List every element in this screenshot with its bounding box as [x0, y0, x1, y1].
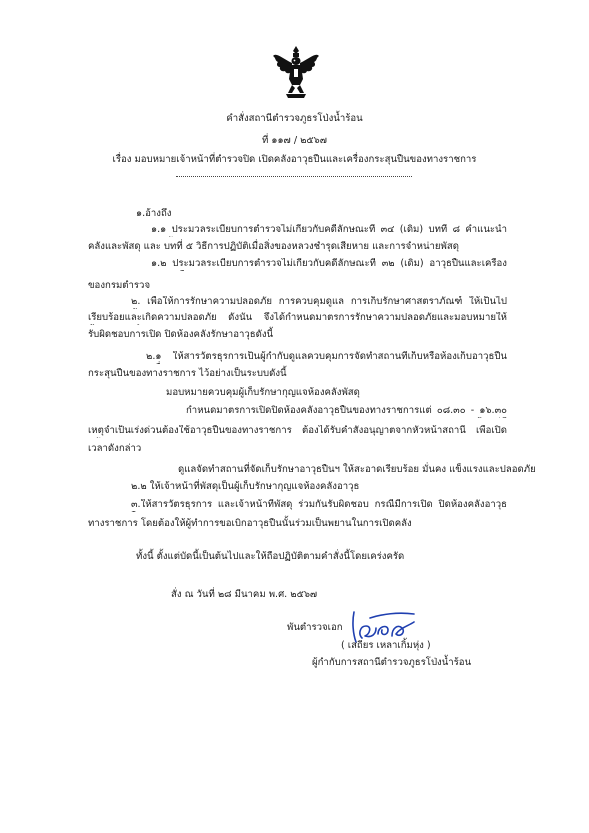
garuda-emblem-icon [272, 44, 320, 100]
paragraph-2-1-line-2: กระสุนปืนของทางราชการ ไว้อย่างเป็นระบบดังนี้ [88, 368, 287, 379]
paragraph-3-line-1: ๓.ให้สารวัตรธุรการ และเจ้าหน้าที่พัสดุ ร่วมกันรับผิดชอบ กรณีมีการเปิด ปิดห้องคลังอาวุธ [131, 499, 507, 510]
paragraph-1-2-line-2: ของกรมตำรวจ [88, 280, 151, 291]
paragraph-2-2: ๒.๒ ให้เจ้าหน้าที่พัสดุเป็นผู้เก็บรักษากุญแจห้องคลังอาวุธ [131, 481, 360, 492]
paragraph-1-2-line-1: ๑.๒ ประมวลระเบียบการตำรวจไม่เกี่ยวกับคดีลักษณะที่ ๓๒ (เดิม) อาวุธปืนและเครื่อง [151, 258, 507, 269]
closing-statement: ทั้งนี้ ตั้งแต่บัดนี้เป็นต้นไปและให้ถือปฏิบัติตามคำสั่งนี้โดยเคร่งครัด [136, 551, 405, 562]
paragraph-2-1-line-1: ๒.๑ ให้สารวัตรธุรการเป็นผู้กำกับดูแลควบคุมการจัดทำสถานที่เก็บหรือห้องเก็บอาวุธปืน [146, 351, 507, 362]
opening-hours-line-3: เวลาดังกล่าว [88, 443, 142, 454]
signatory-name: ( เสถียร เหลาเกิ้มหุ่ง ) [341, 640, 431, 651]
date-line: สั่ง ณ วันที่ ๒๘ มีนาคม พ.ศ. ๒๕๖๗ [171, 589, 318, 600]
paragraph-2-line-3: รับผิดชอบการเปิด ปิดห้องคลังรักษาอาวุธดังนี้ [88, 329, 274, 340]
subject-line: เรื่อง มอบหมายเจ้าหน้าที่ตำรวจปิด เปิดคลังอาวุธปืนและเครื่องกระสุนปืนของทางราชการ [112, 154, 477, 165]
separator-dotted-line [176, 176, 412, 177]
reference-heading: ๑.อ้างถึง [136, 208, 172, 219]
storage-care-line: ดูแลจัดทำสถานที่จัดเก็บรักษาอาวุธปืนฯ ให้สะอาดเรียบร้อย มั่นคง แข็งแรงและปลอดภัย [178, 464, 536, 475]
order-number: ที่ ๑๑๗ / ๒๕๖๗ [262, 135, 327, 146]
signatory-position: ผู้กำกับการสถานีตำรวจภูธรโป่งน้ำร้อน [312, 657, 472, 668]
opening-hours-line-1: กำหนดมาตรการเปิดปิดห้องคลังอาวุธปืนของทางราชการแต่ ๐๘.๓๐ - ๑๖.๓๐ [186, 405, 507, 416]
paragraph-1-1-line-1: ๑.๑ ประมวลระเบียบการตำรวจไม่เกี่ยวกับคดีลักษณะที่ ๓๔ (เดิม) บทที่ ๘ คำแนะนำ [151, 224, 507, 235]
paragraph-2-line-1: ๒. เพื่อให้การรักษาความปลอดภัย การควบคุมดูแล การเก็บรักษาศาสตราภัณฑ์ ให้เป็นไป [131, 296, 507, 307]
document-title: คำสั่งสถานีตำรวจภูธรโป่งน้ำร้อน [226, 113, 363, 124]
paragraph-3-line-2: ทางราชการ โดยต้องให้ผู้ทำการขอเบิกอาวุธปืนนั้นร่วมเป็นพยานในการเปิดคลัง [88, 518, 412, 529]
paragraph-1-1-line-2: คลังและพัสดุ และ บทที่ ๕ วิธีการปฏิบัติเมื่อสิ่งของหลวงชำรุดเสียหาย และการจำหน่ายพัสดุ [88, 241, 459, 252]
opening-hours-line-2: เหตุจำเป็นเร่งด่วนต้องใช้อาวุธปืนของทางราชการ ต้องได้รับคำสั่งอนุญาตจากหัวหน้าสถานี เพื่อเปิด [88, 425, 507, 436]
paragraph-2-line-2: เรียบร้อยและเกิดความปลอดภัย ดังนั้น จึงได้กำหนดมาตรการรักษาความปลอดภัยและมอบหมายให้ [88, 312, 507, 323]
assignment-line: มอบหมายควบคุมผู้เก็บรักษากุญแจห้องคลังพัสดุ [166, 387, 360, 398]
signatory-rank: พันตำรวจเอก [287, 622, 343, 633]
